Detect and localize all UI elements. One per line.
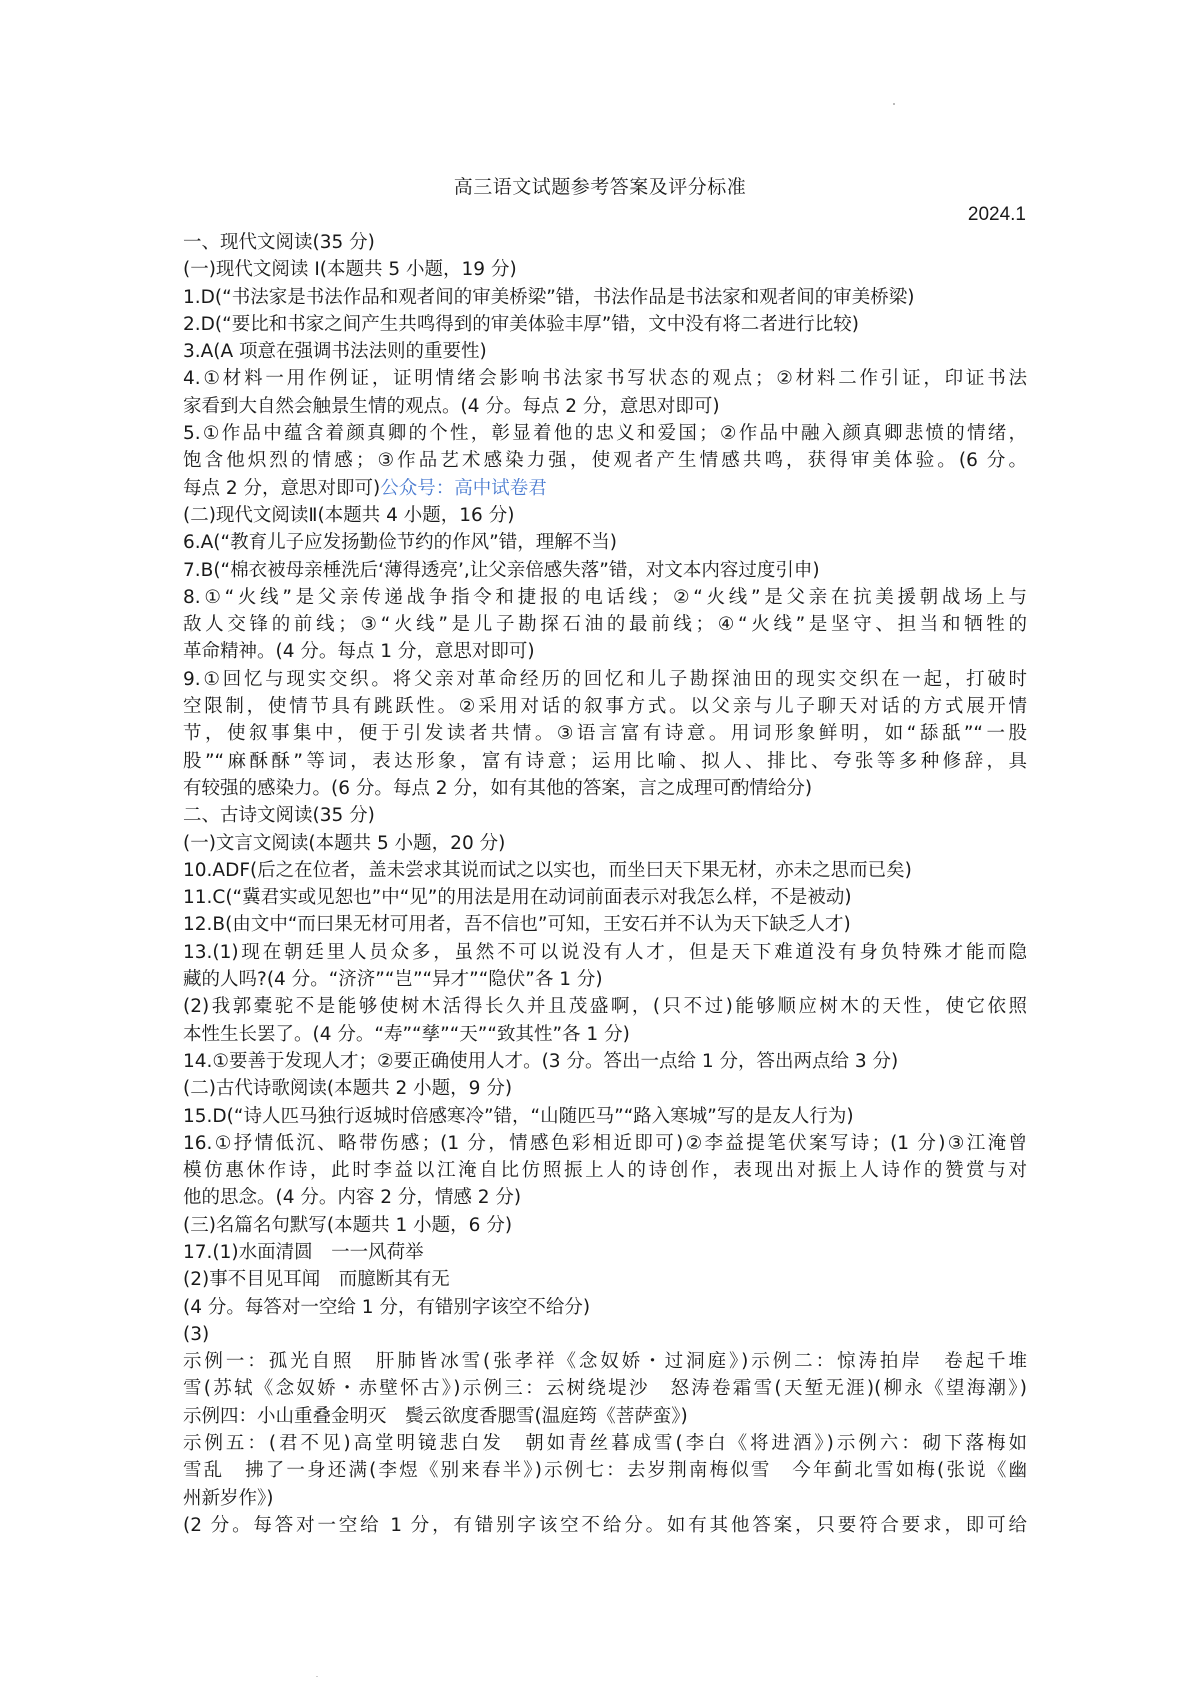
text-line xyxy=(183,611,1027,638)
line-text: (三)名篇名句默写(本题共 1 小题，6 分) xyxy=(183,1214,513,1236)
text-line xyxy=(183,584,1027,611)
line-text: 1.D(“书法家是书法作品和观者间的审美桥梁”错，书法作品是书法家和观者间的审美桥梁) xyxy=(183,286,915,308)
text-line xyxy=(183,1212,1027,1239)
scan-speck xyxy=(316,1676,318,1677)
line-text: 5.①作品中蕴含着颜真卿的个性，彰显着他的忠义和爱国；②作品中融入颜真卿悲愤的情绪， xyxy=(183,423,1027,445)
line-text: 示例四：小山重叠金明灭 鬓云欲度香腮雪(温庭筠《菩萨蛮》) xyxy=(183,1405,688,1427)
text-line xyxy=(183,1321,1027,1348)
text-line xyxy=(183,1430,1027,1457)
text-line xyxy=(183,1157,1027,1184)
answer-content xyxy=(183,229,1027,1539)
text-line xyxy=(183,993,1027,1020)
text-line xyxy=(183,1239,1027,1266)
line-text: 饱含他炽烈的情感；③作品艺术感染力强，使观者产生情感共鸣，获得审美体验。(6 分。 xyxy=(183,450,1027,472)
watermark-link: 公众号：高中试卷君 xyxy=(380,477,547,499)
text-line xyxy=(183,748,1027,775)
text-line xyxy=(183,1184,1027,1211)
line-text: 10.ADF(后之在位者，盖未尝求其说而试之以实也，而坐曰天下果无材，亦未之思而已矣) xyxy=(183,859,912,881)
line-text: 藏的人吗?(4 分。“济济”“岂”“异才”“隐伏”各 1 分) xyxy=(183,969,603,991)
text-line xyxy=(183,1485,1027,1512)
text-line xyxy=(183,666,1027,693)
text-line xyxy=(183,1348,1027,1375)
line-text: 雪乱 拂了一身还满(李煜《别来春半》)示例七：去岁荆南梅似雪 今年蓟北雪如梅(张说《幽 xyxy=(183,1460,1027,1482)
line-text: 17.(1)水面清圆 一一风荷举 xyxy=(183,1241,424,1263)
line-text: 4.①材料一用作例证，证明情绪会影响书法家书写状态的观点；②材料二作引证，印证书法 xyxy=(183,368,1027,390)
text-line xyxy=(183,529,1027,556)
text-line xyxy=(183,1075,1027,1102)
line-text: 雪(苏轼《念奴娇・赤壁怀古》)示例三：云树绕堤沙 怒涛卷霜雪(天堑无涯)(柳永《望海潮》) xyxy=(183,1378,1027,1400)
text-line xyxy=(183,365,1027,392)
scan-speck xyxy=(893,103,895,105)
line-text: 6.A(“教育儿子应发扬勤俭节约的作风”错，理解不当) xyxy=(183,532,617,554)
text-line xyxy=(183,393,1027,420)
text-line xyxy=(183,1457,1027,1484)
line-text: 3.A(A 项意在强调书法法则的重要性) xyxy=(183,341,487,363)
text-line xyxy=(183,911,1027,938)
text-line xyxy=(183,884,1027,911)
text-line xyxy=(183,1403,1027,1430)
line-text: 有较强的感染力。(6 分。每点 2 分，如有其他的答案，言之成理可酌情给分) xyxy=(183,777,813,799)
text-line xyxy=(183,1048,1027,1075)
line-text: 13.(1)现在朝廷里人员众多，虽然不可以说没有人才，但是天下难道没有身负特殊才能而隐 xyxy=(183,941,1027,963)
text-line xyxy=(183,720,1027,747)
line-text: 9.①回忆与现实交织。将父亲对革命经历的回忆和儿子勘探油田的现实交织在一起，打破时 xyxy=(183,668,1027,690)
line-text: 12.B(由文中“而曰果无材可用者，吾不信也”可知，王安石并不认为天下缺乏人才) xyxy=(183,914,851,936)
line-text: 敌人交锋的前线；③“火线”是儿子勘探石油的最前线；④“火线”是坚守、担当和牺牲的 xyxy=(183,614,1027,636)
line-text: (二)古代诗歌阅读(本题共 2 小题，9 分) xyxy=(183,1078,513,1100)
text-line xyxy=(183,966,1027,993)
line-text: 14.①要善于发现人才；②要正确使用人才。(3 分。答出一点给 1 分，答出两点给 3 分) xyxy=(183,1050,899,1072)
text-line xyxy=(183,857,1027,884)
text-line xyxy=(183,502,1027,529)
text-line xyxy=(183,802,1027,829)
line-text: 7.B(“棉衣被母亲棰洗后‘薄得透亮’,让父亲倍感失落”错，对文本内容过度引申) xyxy=(183,559,820,581)
line-text: 15.D(“诗人匹马独行返城时倍感寒冷”错，“山随匹马”“路入寒城”写的是友人行为) xyxy=(183,1105,854,1127)
line-text: (4 分。每答对一空给 1 分，有错别字该空不给分) xyxy=(183,1296,591,1318)
line-text: (2)我郭橐驼不是能够使树木活得长久并且茂盛啊，(只不过)能够顺应树木的天性，使它依照 xyxy=(183,996,1027,1018)
document-date: 2024.1 xyxy=(967,204,1026,225)
line-text: 示例五：(君不见)高堂明镜悲白发 朝如青丝暮成雪(李白《将进酒》)示例六：砌下落梅如 xyxy=(183,1433,1027,1455)
text-line xyxy=(183,830,1027,857)
line-text: 空限制，使情节具有跳跃性。②采用对话的叙事方式。以父亲与儿子聊天对话的方式展开情 xyxy=(183,696,1027,718)
text-line xyxy=(183,638,1027,665)
line-text: (2)事不目见耳闻 而臆断其有无 xyxy=(183,1269,450,1291)
text-line xyxy=(183,1512,1027,1539)
line-text: 每点 2 分，意思对即可) xyxy=(183,477,381,499)
document-title: 高三语文试题参考答案及评分标准 xyxy=(453,176,747,198)
line-text: 他的思念。(4 分。内容 2 分，情感 2 分) xyxy=(183,1187,522,1209)
text-line xyxy=(183,1103,1027,1130)
line-text: (一)文言文阅读(本题共 5 小题，20 分) xyxy=(183,832,506,854)
text-line xyxy=(183,1266,1027,1293)
line-text: 16.①抒情低沉、略带伤感；(1 分，情感色彩相近即可)②李益提笔伏案写诗；(1 分)③江淹曾 xyxy=(183,1132,1027,1154)
text-line xyxy=(183,1375,1027,1402)
line-text: 革命精神。(4 分。每点 1 分，意思对即可) xyxy=(183,641,535,663)
text-line xyxy=(183,229,1027,256)
line-text: 股”“麻酥酥”等词，表达形象，富有诗意；运用比喻、拟人、排比、夸张等多种修辞，具 xyxy=(183,750,1027,772)
text-line xyxy=(183,693,1027,720)
line-text: 2.D(“要比和书家之间产生共鸣得到的审美体验丰厚”错，文中没有将二者进行比较) xyxy=(183,313,860,335)
line-text: 州新岁作》) xyxy=(183,1487,274,1509)
text-line xyxy=(183,284,1027,311)
text-line xyxy=(183,939,1027,966)
text-line xyxy=(183,447,1027,474)
line-text: 二、古诗文阅读(35 分) xyxy=(183,805,375,827)
line-text: 11.C(“冀君实或见恕也”中“见”的用法是用在动词前面表示对我怎么样，不是被动) xyxy=(183,887,852,909)
text-line xyxy=(183,775,1027,802)
text-line xyxy=(183,420,1027,447)
text-line xyxy=(183,1294,1027,1321)
line-text: 家看到大自然会触景生情的观点。(4 分。每点 2 分，意思对即可) xyxy=(183,395,720,417)
line-text: (一)现代文阅读 I(本题共 5 小题，19 分) xyxy=(183,259,517,281)
text-line xyxy=(183,475,1027,502)
text-line xyxy=(183,311,1027,338)
text-line xyxy=(183,1130,1027,1157)
line-text: (2 分。每答对一空给 1 分，有错别字该空不给分。如有其他答案，只要符合要求，即可给 xyxy=(183,1514,1027,1536)
text-line xyxy=(183,1021,1027,1048)
line-text: 一、现代文阅读(35 分) xyxy=(183,232,375,253)
line-text: 模仿惠休作诗，此时李益以江淹自比仿照振上人的诗创作，表现出对振上人诗作的赞赏与对 xyxy=(183,1160,1027,1182)
line-text: (二)现代文阅读Ⅱ(本题共 4 小题，16 分) xyxy=(183,504,515,526)
text-line xyxy=(183,256,1027,283)
text-line xyxy=(183,338,1027,365)
line-text: 示例一：孤光自照 肝肺皆冰雪(张孝祥《念奴娇・过洞庭》)示例二：惊涛拍岸 卷起千堆 xyxy=(183,1351,1027,1373)
line-text: 节，使叙事集中，便于引发读者共情。③语言富有诗意。用词形象鲜明，如“舔舐”“一股 xyxy=(183,723,1027,745)
line-text: 本性生长罢了。(4 分。“寿”“孳”“天”“致其性”各 1 分) xyxy=(183,1023,630,1045)
line-text: 8.①“火线”是父亲传递战争指令和捷报的电话线；②“火线”是父亲在抗美援朝战场上与 xyxy=(183,586,1027,608)
text-line xyxy=(183,557,1027,584)
line-text: (3) xyxy=(183,1323,210,1345)
